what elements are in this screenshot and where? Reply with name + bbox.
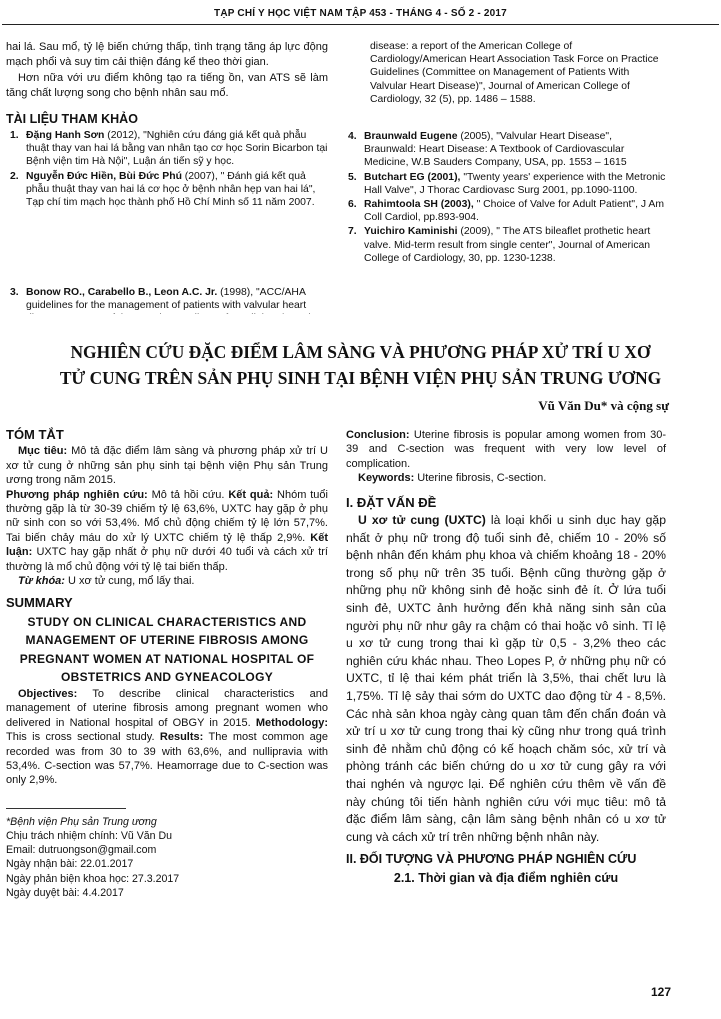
footnote-rule xyxy=(6,808,126,809)
abstract-keywords: Từ khóa: U xơ tử cung, mổ lấy thai. xyxy=(18,575,195,588)
ref-item: disease: a report of the American College of Cardiology/American Heart Association Task Force on Practice Guidelines (Committee on Management of Patients With Valvular Heart Disease)", Journal of American College of Cardiology, 32 (5), pp. 1486 – 1588. xyxy=(370,41,659,105)
summary-body: Objectives: To describe clinical characteristics and management of uterine fibrosis among pregnant women who delivered in National hospital of OBGY in 2015. Methodology: This is cross sectional study. Results: The most common age recorded was from 30 to 39 with 63,6%, and nullipravia with 53,4%. C-section was 57,7%. Heamorrage due to C-section was only 2,9%. xyxy=(6,687,328,787)
ref-item: 4. Braunwald Eugene (2005), "Valvular Heart Disease", Braunwald: Heart Disease: A Textbook of Cardiovascular Medicine, W.B Sauders Company, USA, pp. 1553 – 1615 xyxy=(348,131,627,169)
footnote xyxy=(6,815,328,900)
article-title-line-1: NGHIÊN CỨU ĐẶC ĐIỂM LÂM SÀNG VÀ PHƯƠNG PHÁP XỬ TRÍ U XƠ xyxy=(70,342,651,362)
running-header: TẠP CHÍ Y HỌC VIỆT NAM TẬP 453 - THÁNG 4 - SỐ 2 - 2017 xyxy=(214,8,507,19)
summary-keywords: Keywords: Uterine fibrosis, C-section. xyxy=(358,472,547,485)
abstract-column xyxy=(6,428,328,900)
abstract-objective: Mục tiêu: Mô tả đặc điểm lâm sàng và phương pháp xử trí U xơ tử cung ở những sản phụ sinh tại bệnh viện Phụ sản Trung ương trong năm 2015. xyxy=(6,445,328,487)
article-title-line-2: TỬ CUNG TRÊN SẢN PHỤ SINH TẠI BỆNH VIỆN PHỤ SẢN TRUNG ƯƠNG xyxy=(59,368,662,388)
footnote-accepted: Ngày duyệt bài: 4.4.2017 xyxy=(6,886,124,899)
ref-item: 3. Bonow RO., Carabello B., Leon A.C. Jr. (1998), "ACC/AHA guidelines for the management of patients with valvular heart xyxy=(10,287,307,312)
summary-heading: SUMMARY xyxy=(6,595,73,611)
right-column xyxy=(346,428,666,887)
footnote-affiliation: *Bệnh viện Phụ sản Trung ương xyxy=(6,815,157,828)
section-2-heading: II. ĐỐI TƯỢNG VÀ PHƯƠNG PHÁP NGHIÊN CỨU xyxy=(346,852,637,867)
prev-para-2: Hơn nữa với ưu điểm không tạo ra tiếng ồn, van ATS sẽ làm tăng chất lượng song cho bệnh nhân sau mổ. xyxy=(6,71,328,100)
prev-article-left xyxy=(6,40,328,210)
ref-item: 5. Butchart EG (2001), "Twenty years' experience with the Metronic Hall Valve", J Thorac Cardiovasc Surg 2001, pp.1090-1100. xyxy=(348,171,666,196)
summary-conclusion: Conclusion: Uterine fibrosis is popular among women from 30-39 and C-section was frequent with very low level of complication. xyxy=(346,429,666,470)
footnote-responsible: Chịu trách nhiệm chính: Vũ Văn Du xyxy=(6,829,173,842)
ref-item: 2. Nguyễn Đức Hiền, Bùi Đức Phú (2007), " Đánh giá kết quả phẫu thuật thay van hai lá cơ học ở bệnh nhân hẹp van hai lá", Tạp chí tim mạch học thành phố Hồ Chí Minh số 11 năm 2007. xyxy=(10,170,316,209)
footnote-received: Ngày nhận bài: 22.01.2017 xyxy=(6,858,134,871)
footnote-email: Email: dutruongson@gmail.com xyxy=(6,844,157,857)
intro-heading: I. ĐẶT VẤN ĐỀ xyxy=(346,494,437,510)
page-number: 127 xyxy=(650,985,671,999)
ref-3-start xyxy=(6,286,328,314)
section-2-1-heading: 2.1. Thời gian và địa điểm nghiên cứu xyxy=(393,870,619,885)
footnote-reviewed: Ngày phản biện khoa học: 27.3.2017 xyxy=(6,872,180,885)
abstract-method: Phương pháp nghiên cứu: Mô tả hồi cứu. Kết quả: Nhóm tuổi thường gặp là từ 30-39 chiếm tỷ lệ 63,6%, UXTC hay gặp ở phụ nữ sinh con so với 53,4%. Mổ chủ động chiếm tỷ lệ lớn 57,7%. Tai biến chảy máu do xử lý UXTC chiếm tỷ lệ thấp 2,9%. Kết luận: UXTC hay gặp nhất ở phụ nữ dưới 40 tuổi và cách xử trí thường là mổ chủ động với tỷ lệ tai biến thấp. xyxy=(6,488,328,573)
prev-article-right xyxy=(344,130,666,266)
prev-para-1: hai lá. Sau mổ, tỷ lệ biến chứng thấp, tình trạng tăng áp lực động mạch phổi và suy tim cải thiện đáng kể theo thời gian. xyxy=(6,41,328,69)
ref-3-continued xyxy=(350,40,666,128)
abstract-vi-heading: TÓM TẮT xyxy=(6,427,64,442)
ref-item: 7. Yuichiro Kaminishi (2009), " The ATS bileaflet prothetic heart valve. Mid-term result from single center", Journal of American College of Cardiology, 30, pp. 1230-1238. xyxy=(348,226,651,264)
summary-title: STUDY ON CLINICAL CHARACTERISTICS AND MANAGEMENT OF UTERINE FIBROSIS AMONG PREGNANT WOMEN AT NATIONAL HOSPITAL OF OBSTETRICS AND GYNEACOLOGY xyxy=(19,614,315,685)
header-rule xyxy=(2,24,719,25)
refs-heading: TÀI LIỆU THAM KHẢO xyxy=(6,111,138,126)
ref-item: 1. Đặng Hanh Sơn (2012), "Nghiên cứu đáng giá kết quả phẫu thuật thay van hai lá bằng van nhân tạo cơ học Sorin Bicarbon tại Bệnh viện tim Hà Nội", Luận án tiến sỹ y học. xyxy=(10,130,328,168)
article-author: Vũ Văn Du* và cộng sự xyxy=(538,398,669,413)
intro-paragraph: U xơ tử cung (UXTC) là loại khối u sinh dục hay gặp nhất ở phụ nữ trong độ tuổi sinh đẻ, chiếm 10 - 20% số bệnh nhân đến khám phụ khoa và chiếm khoảng 18 - 20% trong số phụ nữ trên 35 tuổi. Bệnh cũng thường gặp ở những phụ nữ không sinh đẻ hoặc sinh đẻ ít. Ở lứa tuổi sinh đẻ, UXTC ảnh hưởng đến khả năng sinh sản của người phụ nữ như gây ra chậm có thai hoặc vô sinh. Tỉ lệ u xơ tử cung trong thai kì gặp từ 0,5 - 3,2% theo các nghiên cứu khác nhau. Theo Lopes P, ở những phụ nữ có UXTC, tỉ lệ thai kém phát triển là 3,5%, thai chết lưu là 1,75%. Tỉ lệ sảy thai sớm do UXTC dao động từ 4 - 8,5%. Các nhà sản khoa ngày càng quan tâm đến chẩn đoán và xử trí u xơ tử cung trong thai kỳ cũng như trong quá trình sinh đẻ nhằm chủ động có kế hoạch chăm sóc, xử trí và phòng tránh các biến chứng do u xơ tử cung gây ra với thai nghén và ngược lại. Để nghiên cứu thêm về vấn đề này chúng tôi tiến hành nghiên cứu với mục tiêu: mô tả đặc điểm lâm sàng, cận lâm sàng bệnh nhân có u xơ tử cung và cách xử trí trên những bệnh nhân này. xyxy=(346,513,666,844)
refs-list-left xyxy=(6,129,328,209)
ref-item: 6. Rahimtoola SH (2003), " Choice of Valve for Adult Patient", J Am Coll Cardiol, pp.893-904. xyxy=(348,199,664,224)
